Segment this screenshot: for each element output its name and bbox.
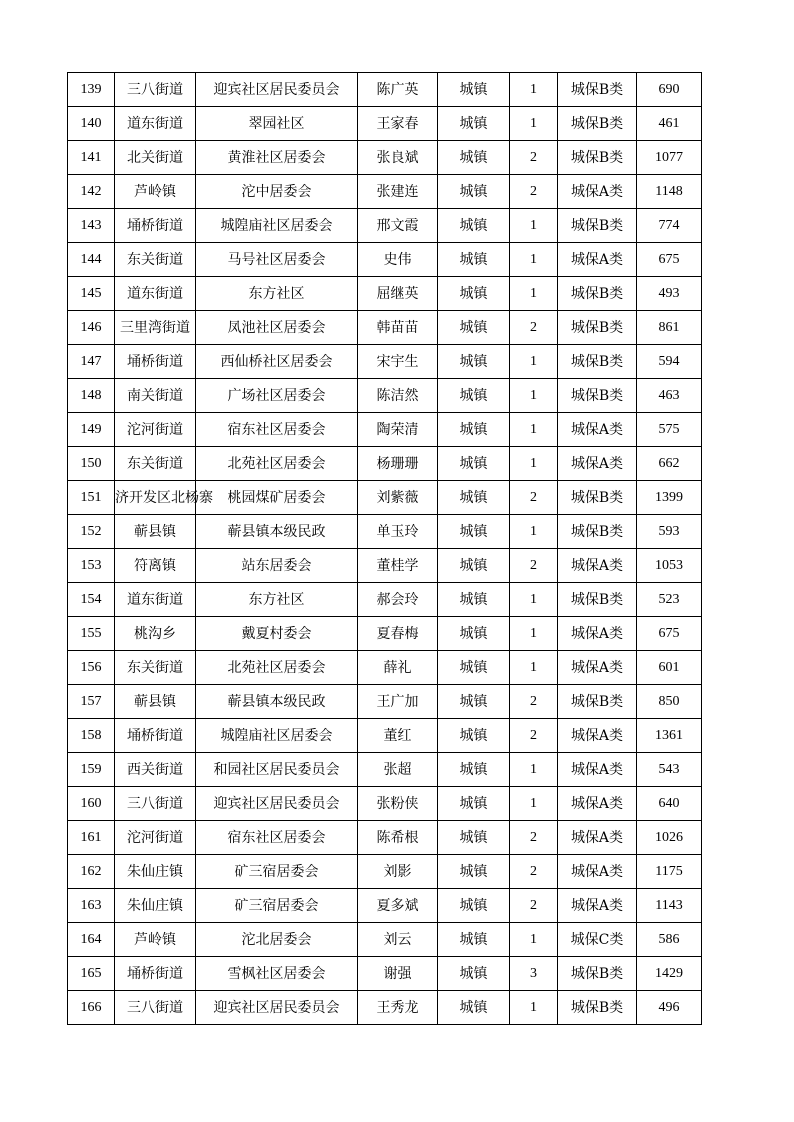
row-number-cell: 146	[68, 311, 115, 345]
amount-cell: 1143	[637, 889, 702, 923]
community-cell: 戴夏村委会	[196, 617, 358, 651]
category-cell: 城保A类	[558, 889, 637, 923]
name-cell: 张良斌	[358, 141, 438, 175]
row-number-cell: 155	[68, 617, 115, 651]
street-cell: 济开发区北杨寨	[115, 481, 196, 515]
name-cell: 董红	[358, 719, 438, 753]
area-type-cell: 城镇	[438, 379, 510, 413]
name-cell: 夏多斌	[358, 889, 438, 923]
community-cell: 北苑社区居委会	[196, 651, 358, 685]
street-cell: 沱河街道	[115, 413, 196, 447]
amount-cell: 461	[637, 107, 702, 141]
name-cell: 韩苗苗	[358, 311, 438, 345]
category-cell: 城保A类	[558, 617, 637, 651]
community-cell: 雪枫社区居委会	[196, 957, 358, 991]
street-cell: 北关街道	[115, 141, 196, 175]
street-cell: 道东街道	[115, 583, 196, 617]
row-number-cell: 162	[68, 855, 115, 889]
household-size-cell: 1	[510, 345, 558, 379]
street-cell: 芦岭镇	[115, 923, 196, 957]
household-size-cell: 2	[510, 719, 558, 753]
community-cell: 黄淮社区居委会	[196, 141, 358, 175]
name-cell: 张超	[358, 753, 438, 787]
name-cell: 刘云	[358, 923, 438, 957]
table-row	[68, 719, 702, 753]
row-number-cell: 147	[68, 345, 115, 379]
community-cell: 沱北居委会	[196, 923, 358, 957]
category-cell: 城保B类	[558, 991, 637, 1025]
community-cell: 矿三宿居委会	[196, 889, 358, 923]
table-row	[68, 923, 702, 957]
street-cell: 东关街道	[115, 651, 196, 685]
street-cell: 蕲县镇	[115, 515, 196, 549]
area-type-cell: 城镇	[438, 73, 510, 107]
household-size-cell: 1	[510, 651, 558, 685]
name-cell: 夏春梅	[358, 617, 438, 651]
household-size-cell: 1	[510, 583, 558, 617]
area-type-cell: 城镇	[438, 991, 510, 1025]
name-cell: 张建连	[358, 175, 438, 209]
amount-cell: 586	[637, 923, 702, 957]
amount-cell: 601	[637, 651, 702, 685]
name-cell: 王广加	[358, 685, 438, 719]
row-number-cell: 142	[68, 175, 115, 209]
community-cell: 桃园煤矿居委会	[196, 481, 358, 515]
table-row	[68, 243, 702, 277]
table-row	[68, 515, 702, 549]
area-type-cell: 城镇	[438, 175, 510, 209]
row-number-cell: 145	[68, 277, 115, 311]
household-size-cell: 1	[510, 413, 558, 447]
category-cell: 城保B类	[558, 209, 637, 243]
category-cell: 城保A类	[558, 243, 637, 277]
category-cell: 城保A类	[558, 753, 637, 787]
household-size-cell: 1	[510, 991, 558, 1025]
amount-cell: 675	[637, 243, 702, 277]
household-size-cell: 2	[510, 481, 558, 515]
row-number-cell: 158	[68, 719, 115, 753]
area-type-cell: 城镇	[438, 141, 510, 175]
amount-cell: 1053	[637, 549, 702, 583]
category-cell: 城保B类	[558, 73, 637, 107]
table-row	[68, 855, 702, 889]
community-cell: 凤池社区居委会	[196, 311, 358, 345]
amount-cell: 593	[637, 515, 702, 549]
street-cell: 朱仙庄镇	[115, 855, 196, 889]
amount-cell: 861	[637, 311, 702, 345]
community-cell: 站东居委会	[196, 549, 358, 583]
table-row	[68, 991, 702, 1025]
table-row	[68, 447, 702, 481]
row-number-cell: 153	[68, 549, 115, 583]
area-type-cell: 城镇	[438, 243, 510, 277]
community-cell: 西仙桥社区居委会	[196, 345, 358, 379]
street-cell: 南关街道	[115, 379, 196, 413]
table-row	[68, 583, 702, 617]
area-type-cell: 城镇	[438, 855, 510, 889]
name-cell: 张粉侠	[358, 787, 438, 821]
amount-cell: 1399	[637, 481, 702, 515]
street-cell: 三八街道	[115, 787, 196, 821]
area-type-cell: 城镇	[438, 889, 510, 923]
category-cell: 城保C类	[558, 923, 637, 957]
household-size-cell: 2	[510, 311, 558, 345]
street-cell: 朱仙庄镇	[115, 889, 196, 923]
name-cell: 王家春	[358, 107, 438, 141]
street-cell: 沱河街道	[115, 821, 196, 855]
amount-cell: 1429	[637, 957, 702, 991]
row-number-cell: 149	[68, 413, 115, 447]
amount-cell: 1148	[637, 175, 702, 209]
amount-cell: 575	[637, 413, 702, 447]
area-type-cell: 城镇	[438, 345, 510, 379]
row-number-cell: 161	[68, 821, 115, 855]
street-cell: 埇桥街道	[115, 957, 196, 991]
area-type-cell: 城镇	[438, 787, 510, 821]
community-cell: 和园社区居民委员会	[196, 753, 358, 787]
household-size-cell: 1	[510, 243, 558, 277]
community-cell: 东方社区	[196, 583, 358, 617]
table-row	[68, 209, 702, 243]
community-cell: 迎宾社区居民委员会	[196, 73, 358, 107]
amount-cell: 850	[637, 685, 702, 719]
street-cell: 桃沟乡	[115, 617, 196, 651]
amount-cell: 493	[637, 277, 702, 311]
street-cell: 西关街道	[115, 753, 196, 787]
amount-cell: 523	[637, 583, 702, 617]
name-cell: 董桂学	[358, 549, 438, 583]
row-number-cell: 141	[68, 141, 115, 175]
table-row	[68, 379, 702, 413]
community-cell: 北苑社区居委会	[196, 447, 358, 481]
name-cell: 史伟	[358, 243, 438, 277]
street-cell: 东关街道	[115, 447, 196, 481]
household-size-cell: 1	[510, 753, 558, 787]
amount-cell: 774	[637, 209, 702, 243]
table-row	[68, 957, 702, 991]
household-size-cell: 1	[510, 107, 558, 141]
area-type-cell: 城镇	[438, 957, 510, 991]
area-type-cell: 城镇	[438, 413, 510, 447]
street-cell: 三八街道	[115, 73, 196, 107]
street-cell: 三八街道	[115, 991, 196, 1025]
household-size-cell: 2	[510, 685, 558, 719]
beneficiary-table	[67, 72, 702, 1025]
household-size-cell: 3	[510, 957, 558, 991]
category-cell: 城保B类	[558, 515, 637, 549]
table-row	[68, 345, 702, 379]
category-cell: 城保A类	[558, 719, 637, 753]
street-cell: 埇桥街道	[115, 345, 196, 379]
name-cell: 单玉玲	[358, 515, 438, 549]
name-cell: 屈继英	[358, 277, 438, 311]
table-row	[68, 141, 702, 175]
name-cell: 王秀龙	[358, 991, 438, 1025]
row-number-cell: 152	[68, 515, 115, 549]
table-row	[68, 413, 702, 447]
household-size-cell: 2	[510, 175, 558, 209]
category-cell: 城保A类	[558, 175, 637, 209]
street-cell: 三里湾街道	[115, 311, 196, 345]
area-type-cell: 城镇	[438, 583, 510, 617]
household-size-cell: 2	[510, 549, 558, 583]
household-size-cell: 1	[510, 277, 558, 311]
name-cell: 杨珊珊	[358, 447, 438, 481]
household-size-cell: 2	[510, 889, 558, 923]
amount-cell: 1026	[637, 821, 702, 855]
name-cell: 陈广英	[358, 73, 438, 107]
community-cell: 东方社区	[196, 277, 358, 311]
area-type-cell: 城镇	[438, 651, 510, 685]
row-number-cell: 140	[68, 107, 115, 141]
category-cell: 城保B类	[558, 141, 637, 175]
table-row	[68, 889, 702, 923]
area-type-cell: 城镇	[438, 685, 510, 719]
area-type-cell: 城镇	[438, 481, 510, 515]
street-cell: 道东街道	[115, 107, 196, 141]
category-cell: 城保A类	[558, 549, 637, 583]
category-cell: 城保B类	[558, 481, 637, 515]
amount-cell: 543	[637, 753, 702, 787]
row-number-cell: 164	[68, 923, 115, 957]
category-cell: 城保A类	[558, 787, 637, 821]
community-cell: 翠园社区	[196, 107, 358, 141]
row-number-cell: 150	[68, 447, 115, 481]
community-cell: 城隍庙社区居委会	[196, 719, 358, 753]
area-type-cell: 城镇	[438, 821, 510, 855]
amount-cell: 1175	[637, 855, 702, 889]
name-cell: 谢强	[358, 957, 438, 991]
community-cell: 沱中居委会	[196, 175, 358, 209]
amount-cell: 640	[637, 787, 702, 821]
area-type-cell: 城镇	[438, 447, 510, 481]
area-type-cell: 城镇	[438, 277, 510, 311]
category-cell: 城保B类	[558, 107, 637, 141]
row-number-cell: 165	[68, 957, 115, 991]
area-type-cell: 城镇	[438, 515, 510, 549]
street-cell: 道东街道	[115, 277, 196, 311]
row-number-cell: 156	[68, 651, 115, 685]
table-row	[68, 685, 702, 719]
street-cell: 符离镇	[115, 549, 196, 583]
row-number-cell: 144	[68, 243, 115, 277]
street-cell: 芦岭镇	[115, 175, 196, 209]
amount-cell: 594	[637, 345, 702, 379]
household-size-cell: 2	[510, 141, 558, 175]
name-cell: 薛礼	[358, 651, 438, 685]
table-row	[68, 481, 702, 515]
household-size-cell: 2	[510, 821, 558, 855]
row-number-cell: 139	[68, 73, 115, 107]
name-cell: 郝会玲	[358, 583, 438, 617]
community-cell: 马号社区居委会	[196, 243, 358, 277]
row-number-cell: 159	[68, 753, 115, 787]
name-cell: 刘紫薇	[358, 481, 438, 515]
community-cell: 迎宾社区居民委员会	[196, 787, 358, 821]
category-cell: 城保A类	[558, 413, 637, 447]
amount-cell: 662	[637, 447, 702, 481]
row-number-cell: 148	[68, 379, 115, 413]
household-size-cell: 1	[510, 209, 558, 243]
household-size-cell: 1	[510, 515, 558, 549]
amount-cell: 496	[637, 991, 702, 1025]
category-cell: 城保B类	[558, 583, 637, 617]
community-cell: 矿三宿居委会	[196, 855, 358, 889]
table-row	[68, 311, 702, 345]
row-number-cell: 154	[68, 583, 115, 617]
category-cell: 城保B类	[558, 311, 637, 345]
category-cell: 城保B类	[558, 685, 637, 719]
category-cell: 城保A类	[558, 855, 637, 889]
community-cell: 宿东社区居委会	[196, 821, 358, 855]
table-body	[68, 73, 702, 1025]
community-cell: 蕲县镇本级民政	[196, 685, 358, 719]
household-size-cell: 2	[510, 855, 558, 889]
table-row	[68, 107, 702, 141]
name-cell: 刘影	[358, 855, 438, 889]
household-size-cell: 1	[510, 447, 558, 481]
category-cell: 城保A类	[558, 651, 637, 685]
household-size-cell: 1	[510, 617, 558, 651]
table-row	[68, 73, 702, 107]
category-cell: 城保B类	[558, 345, 637, 379]
area-type-cell: 城镇	[438, 617, 510, 651]
table-row	[68, 753, 702, 787]
area-type-cell: 城镇	[438, 549, 510, 583]
table-row	[68, 821, 702, 855]
table-row	[68, 651, 702, 685]
street-cell: 埇桥街道	[115, 209, 196, 243]
name-cell: 陈希根	[358, 821, 438, 855]
name-cell: 邢文霞	[358, 209, 438, 243]
household-size-cell: 1	[510, 787, 558, 821]
row-number-cell: 166	[68, 991, 115, 1025]
area-type-cell: 城镇	[438, 209, 510, 243]
row-number-cell: 160	[68, 787, 115, 821]
street-cell: 埇桥街道	[115, 719, 196, 753]
row-number-cell: 163	[68, 889, 115, 923]
table-row	[68, 617, 702, 651]
category-cell: 城保B类	[558, 957, 637, 991]
table-row	[68, 277, 702, 311]
amount-cell: 675	[637, 617, 702, 651]
community-cell: 广场社区居委会	[196, 379, 358, 413]
name-cell: 宋宇生	[358, 345, 438, 379]
household-size-cell: 1	[510, 73, 558, 107]
area-type-cell: 城镇	[438, 923, 510, 957]
table-row	[68, 787, 702, 821]
category-cell: 城保B类	[558, 379, 637, 413]
community-cell: 城隍庙社区居委会	[196, 209, 358, 243]
area-type-cell: 城镇	[438, 107, 510, 141]
area-type-cell: 城镇	[438, 311, 510, 345]
row-number-cell: 157	[68, 685, 115, 719]
amount-cell: 463	[637, 379, 702, 413]
street-cell: 蕲县镇	[115, 685, 196, 719]
category-cell: 城保A类	[558, 821, 637, 855]
name-cell: 陶荣清	[358, 413, 438, 447]
area-type-cell: 城镇	[438, 719, 510, 753]
area-type-cell: 城镇	[438, 753, 510, 787]
household-size-cell: 1	[510, 923, 558, 957]
amount-cell: 1361	[637, 719, 702, 753]
amount-cell: 1077	[637, 141, 702, 175]
table-row	[68, 549, 702, 583]
category-cell: 城保B类	[558, 277, 637, 311]
household-size-cell: 1	[510, 379, 558, 413]
community-cell: 蕲县镇本级民政	[196, 515, 358, 549]
community-cell: 迎宾社区居民委员会	[196, 991, 358, 1025]
amount-cell: 690	[637, 73, 702, 107]
street-cell: 东关街道	[115, 243, 196, 277]
name-cell: 陈洁然	[358, 379, 438, 413]
row-number-cell: 143	[68, 209, 115, 243]
community-cell: 宿东社区居委会	[196, 413, 358, 447]
category-cell: 城保A类	[558, 447, 637, 481]
row-number-cell: 151	[68, 481, 115, 515]
table-row	[68, 175, 702, 209]
